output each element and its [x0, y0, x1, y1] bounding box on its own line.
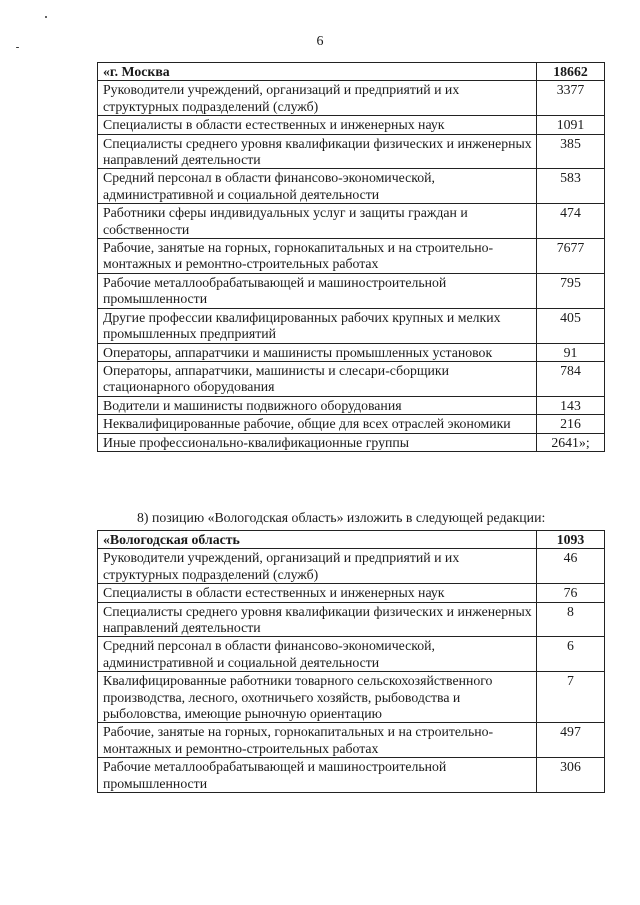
- row-label: Работники сферы индивидуальных услуг и защиты граждан и собственности: [98, 204, 537, 239]
- row-label: Рабочие, занятые на горных, горнокапитальных и на строительно-монтажных и ремонтно-строительных работах: [98, 239, 537, 274]
- row-label: Средний персонал в области финансово-экономической, административной и социальной деятельности: [98, 169, 537, 204]
- table-row: [98, 361, 605, 396]
- row-label: Квалифицированные работники товарного сельскохозяйственного производства, лесного, охотничьего хозяйств, рыбоводства и рыболовства, имеющие рыночную ориентацию: [98, 672, 537, 723]
- table-row: [98, 549, 605, 584]
- table-row: [98, 672, 605, 723]
- table-row: [98, 415, 605, 433]
- row-value: 7677: [537, 239, 605, 274]
- row-value: 6: [537, 637, 605, 672]
- row-value: 3377: [537, 81, 605, 116]
- row-label: Иные профессионально-квалификационные группы: [98, 433, 537, 451]
- row-label: Рабочие, занятые на горных, горнокапитальных и на строительно-монтажных и ремонтно-строительных работах: [98, 723, 537, 758]
- table-row: [98, 239, 605, 274]
- table-row: [98, 723, 605, 758]
- table-header-row: [98, 63, 605, 81]
- region-name: «г. Москва: [98, 63, 537, 81]
- row-value: 795: [537, 273, 605, 308]
- scan-speck: [45, 16, 47, 18]
- table-row: [98, 308, 605, 343]
- row-label: Водители и машинисты подвижного оборудования: [98, 396, 537, 414]
- row-value: 8: [537, 602, 605, 637]
- row-label: Другие профессии квалифицированных рабочих крупных и мелких промышленных предприятий: [98, 308, 537, 343]
- table-row: [98, 169, 605, 204]
- table-row: [98, 584, 605, 602]
- row-value: 306: [537, 758, 605, 793]
- row-label: Руководители учреждений, организаций и предприятий и их структурных подразделений (служб): [98, 81, 537, 116]
- table-row: [98, 433, 605, 451]
- table-row: [98, 273, 605, 308]
- row-value: 385: [537, 134, 605, 169]
- row-value: 91: [537, 343, 605, 361]
- table-row: [98, 758, 605, 793]
- table-row: [98, 637, 605, 672]
- region-name: «Вологодская область: [98, 531, 537, 549]
- table-row: [98, 602, 605, 637]
- moscow-table: [97, 62, 605, 452]
- table-row: [98, 396, 605, 414]
- region-total: 1093: [537, 531, 605, 549]
- vologda-table: [97, 530, 605, 793]
- row-value: 583: [537, 169, 605, 204]
- row-value: 76: [537, 584, 605, 602]
- table-row: [98, 134, 605, 169]
- row-label: Специалисты среднего уровня квалификации физических и инженерных направлений деятельности: [98, 134, 537, 169]
- row-label: Операторы, аппаратчики, машинисты и слесари-сборщики стационарного оборудования: [98, 361, 537, 396]
- row-label: Рабочие металлообрабатывающей и машиностроительной промышленности: [98, 273, 537, 308]
- row-value: 46: [537, 549, 605, 584]
- row-value: 2641»;: [537, 433, 605, 451]
- row-value: 497: [537, 723, 605, 758]
- amendment-instruction: 8) позицию «Вологодская область» изложить в следующей редакции:: [137, 510, 546, 525]
- row-value: 784: [537, 361, 605, 396]
- row-label: Руководители учреждений, организаций и предприятий и их структурных подразделений (служб): [98, 549, 537, 584]
- row-label: Рабочие металлообрабатывающей и машиностроительной промышленности: [98, 758, 537, 793]
- table-header-row: [98, 531, 605, 549]
- region-total: 18662: [537, 63, 605, 81]
- row-label: Неквалифицированные рабочие, общие для всех отраслей экономики: [98, 415, 537, 433]
- row-label: Операторы, аппаратчики и машинисты промышленных установок: [98, 343, 537, 361]
- row-label: Специалисты в области естественных и инженерных наук: [98, 116, 537, 134]
- row-value: 216: [537, 415, 605, 433]
- row-value: 143: [537, 396, 605, 414]
- row-value: 7: [537, 672, 605, 723]
- table-row: [98, 116, 605, 134]
- row-value: 474: [537, 204, 605, 239]
- row-label: Специалисты среднего уровня квалификации физических и инженерных направлений деятельности: [98, 602, 537, 637]
- row-label: Специалисты в области естественных и инженерных наук: [98, 584, 537, 602]
- row-value: 405: [537, 308, 605, 343]
- row-value: 1091: [537, 116, 605, 134]
- page-number: 6: [316, 34, 324, 49]
- row-label: Средний персонал в области финансово-экономической, административной и социальной деятельности: [98, 637, 537, 672]
- table-row: [98, 343, 605, 361]
- table-row: [98, 204, 605, 239]
- table-row: [98, 81, 605, 116]
